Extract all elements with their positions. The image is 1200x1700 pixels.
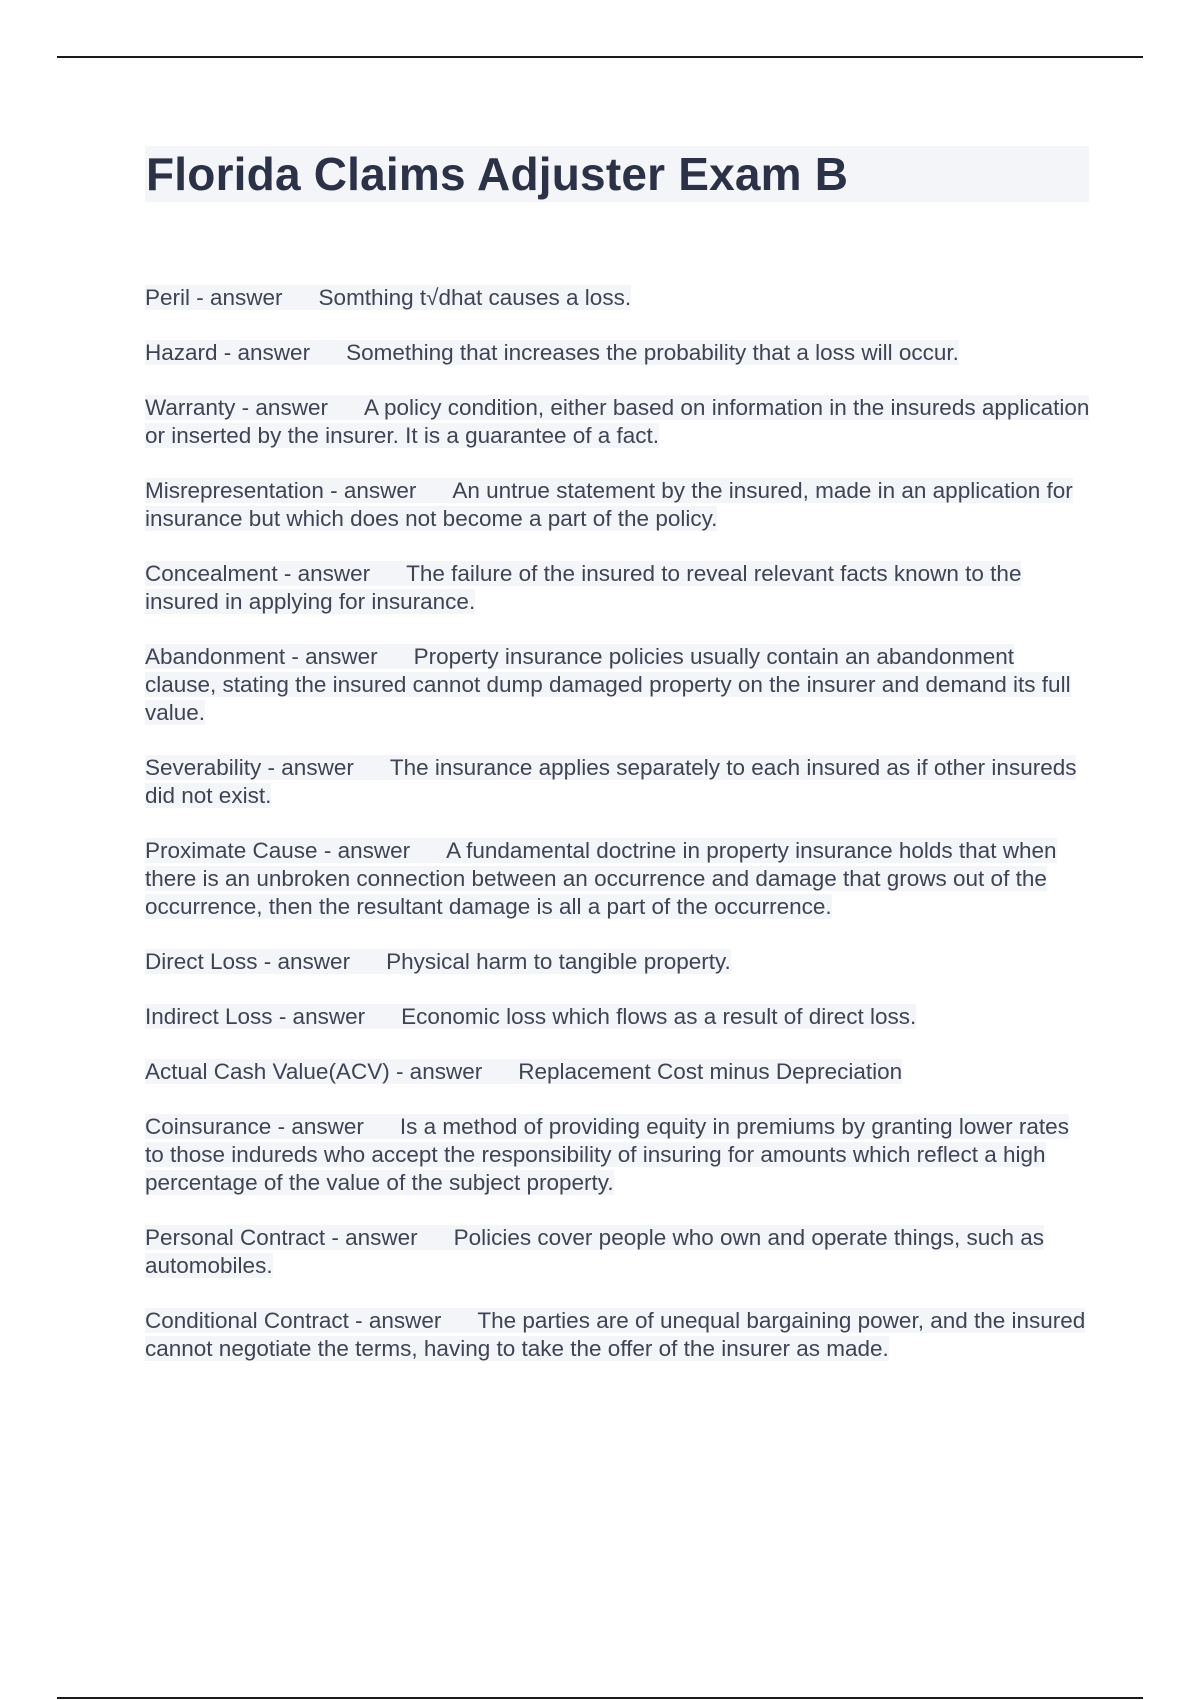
qa-definition: Replacement Cost minus Depreciation [518, 1059, 903, 1084]
qa-definition: A policy condition, either based on information in the insureds application or inserted by the insurer. It is a guarantee of a fact. [145, 395, 1090, 448]
qa-definition: Something that increases the probability that a loss will occur. [346, 340, 959, 365]
qa-definition: A fundamental doctrine in property insurance holds that when there is an unbroken connection between an occurrence and damage that grows out of the occurrence, then the resultant damage is all a part of the occurrence. [145, 838, 1057, 919]
qa-item [145, 1058, 1090, 1086]
bottom-rule [57, 1697, 1143, 1699]
title-banner [145, 146, 1089, 202]
qa-definition: Policies cover people who own and operate things, such as automobiles. [145, 1225, 1044, 1278]
qa-term: Proximate Cause - answer [145, 838, 411, 863]
qa-item [145, 754, 1090, 810]
qa-term: Actual Cash Value(ACV) - answer [145, 1059, 483, 1084]
qa-item [145, 1003, 1090, 1031]
qa-term: Misrepresentation - answer [145, 478, 417, 503]
qa-definition: Somthing t√dhat causes a loss. [318, 285, 632, 310]
qa-term: Conditional Contract - answer [145, 1308, 442, 1333]
qa-term: Indirect Loss - answer [145, 1004, 366, 1029]
qa-definition: The failure of the insured to reveal relevant facts known to the insured in applying for insurance. [145, 561, 1022, 614]
qa-term: Warranty - answer [145, 395, 328, 420]
qa-item [145, 837, 1090, 921]
qa-definition: An untrue statement by the insured, made in an application for insurance but which does not become a part of the policy. [145, 478, 1073, 531]
qa-item [145, 284, 1090, 312]
qa-definition: The parties are of unequal bargaining power, and the insured cannot negotiate the terms, having to take the offer of the insurer as made. [145, 1308, 1086, 1361]
top-rule [57, 56, 1143, 58]
qa-term: Peril - answer [145, 285, 283, 310]
qa-term: Severability - answer [145, 755, 354, 780]
qa-item [145, 339, 1090, 367]
qa-item [145, 394, 1090, 450]
qa-item [145, 1113, 1090, 1197]
qa-item [145, 948, 1090, 976]
qa-item [145, 1307, 1090, 1363]
qa-definition: The insurance applies separately to each insured as if other insureds did not exist. [145, 755, 1077, 808]
qa-item [145, 560, 1090, 616]
qa-term: Concealment - answer [145, 561, 371, 586]
qa-term: Direct Loss - answer [145, 949, 351, 974]
qa-term: Hazard - answer [145, 340, 311, 365]
qa-definition: Economic loss which flows as a result of direct loss. [401, 1004, 917, 1029]
qa-list [145, 284, 1090, 1390]
qa-term: Personal Contract - answer [145, 1225, 418, 1250]
qa-definition: Is a method of providing equity in premiums by granting lower rates to those indureds who accept the responsibility of insuring for amounts which reflect a high percentage of the value of the subject property. [145, 1114, 1069, 1195]
qa-definition: Property insurance policies usually contain an abandonment clause, stating the insured cannot dump damaged property on the insurer and demand its full value. [145, 644, 1071, 725]
page-title: Florida Claims Adjuster Exam B [146, 148, 849, 200]
qa-item [145, 1224, 1090, 1280]
qa-item [145, 477, 1090, 533]
qa-item [145, 643, 1090, 727]
qa-term: Coinsurance - answer [145, 1114, 364, 1139]
qa-definition: Physical harm to tangible property. [386, 949, 731, 974]
qa-term: Abandonment - answer [145, 644, 378, 669]
